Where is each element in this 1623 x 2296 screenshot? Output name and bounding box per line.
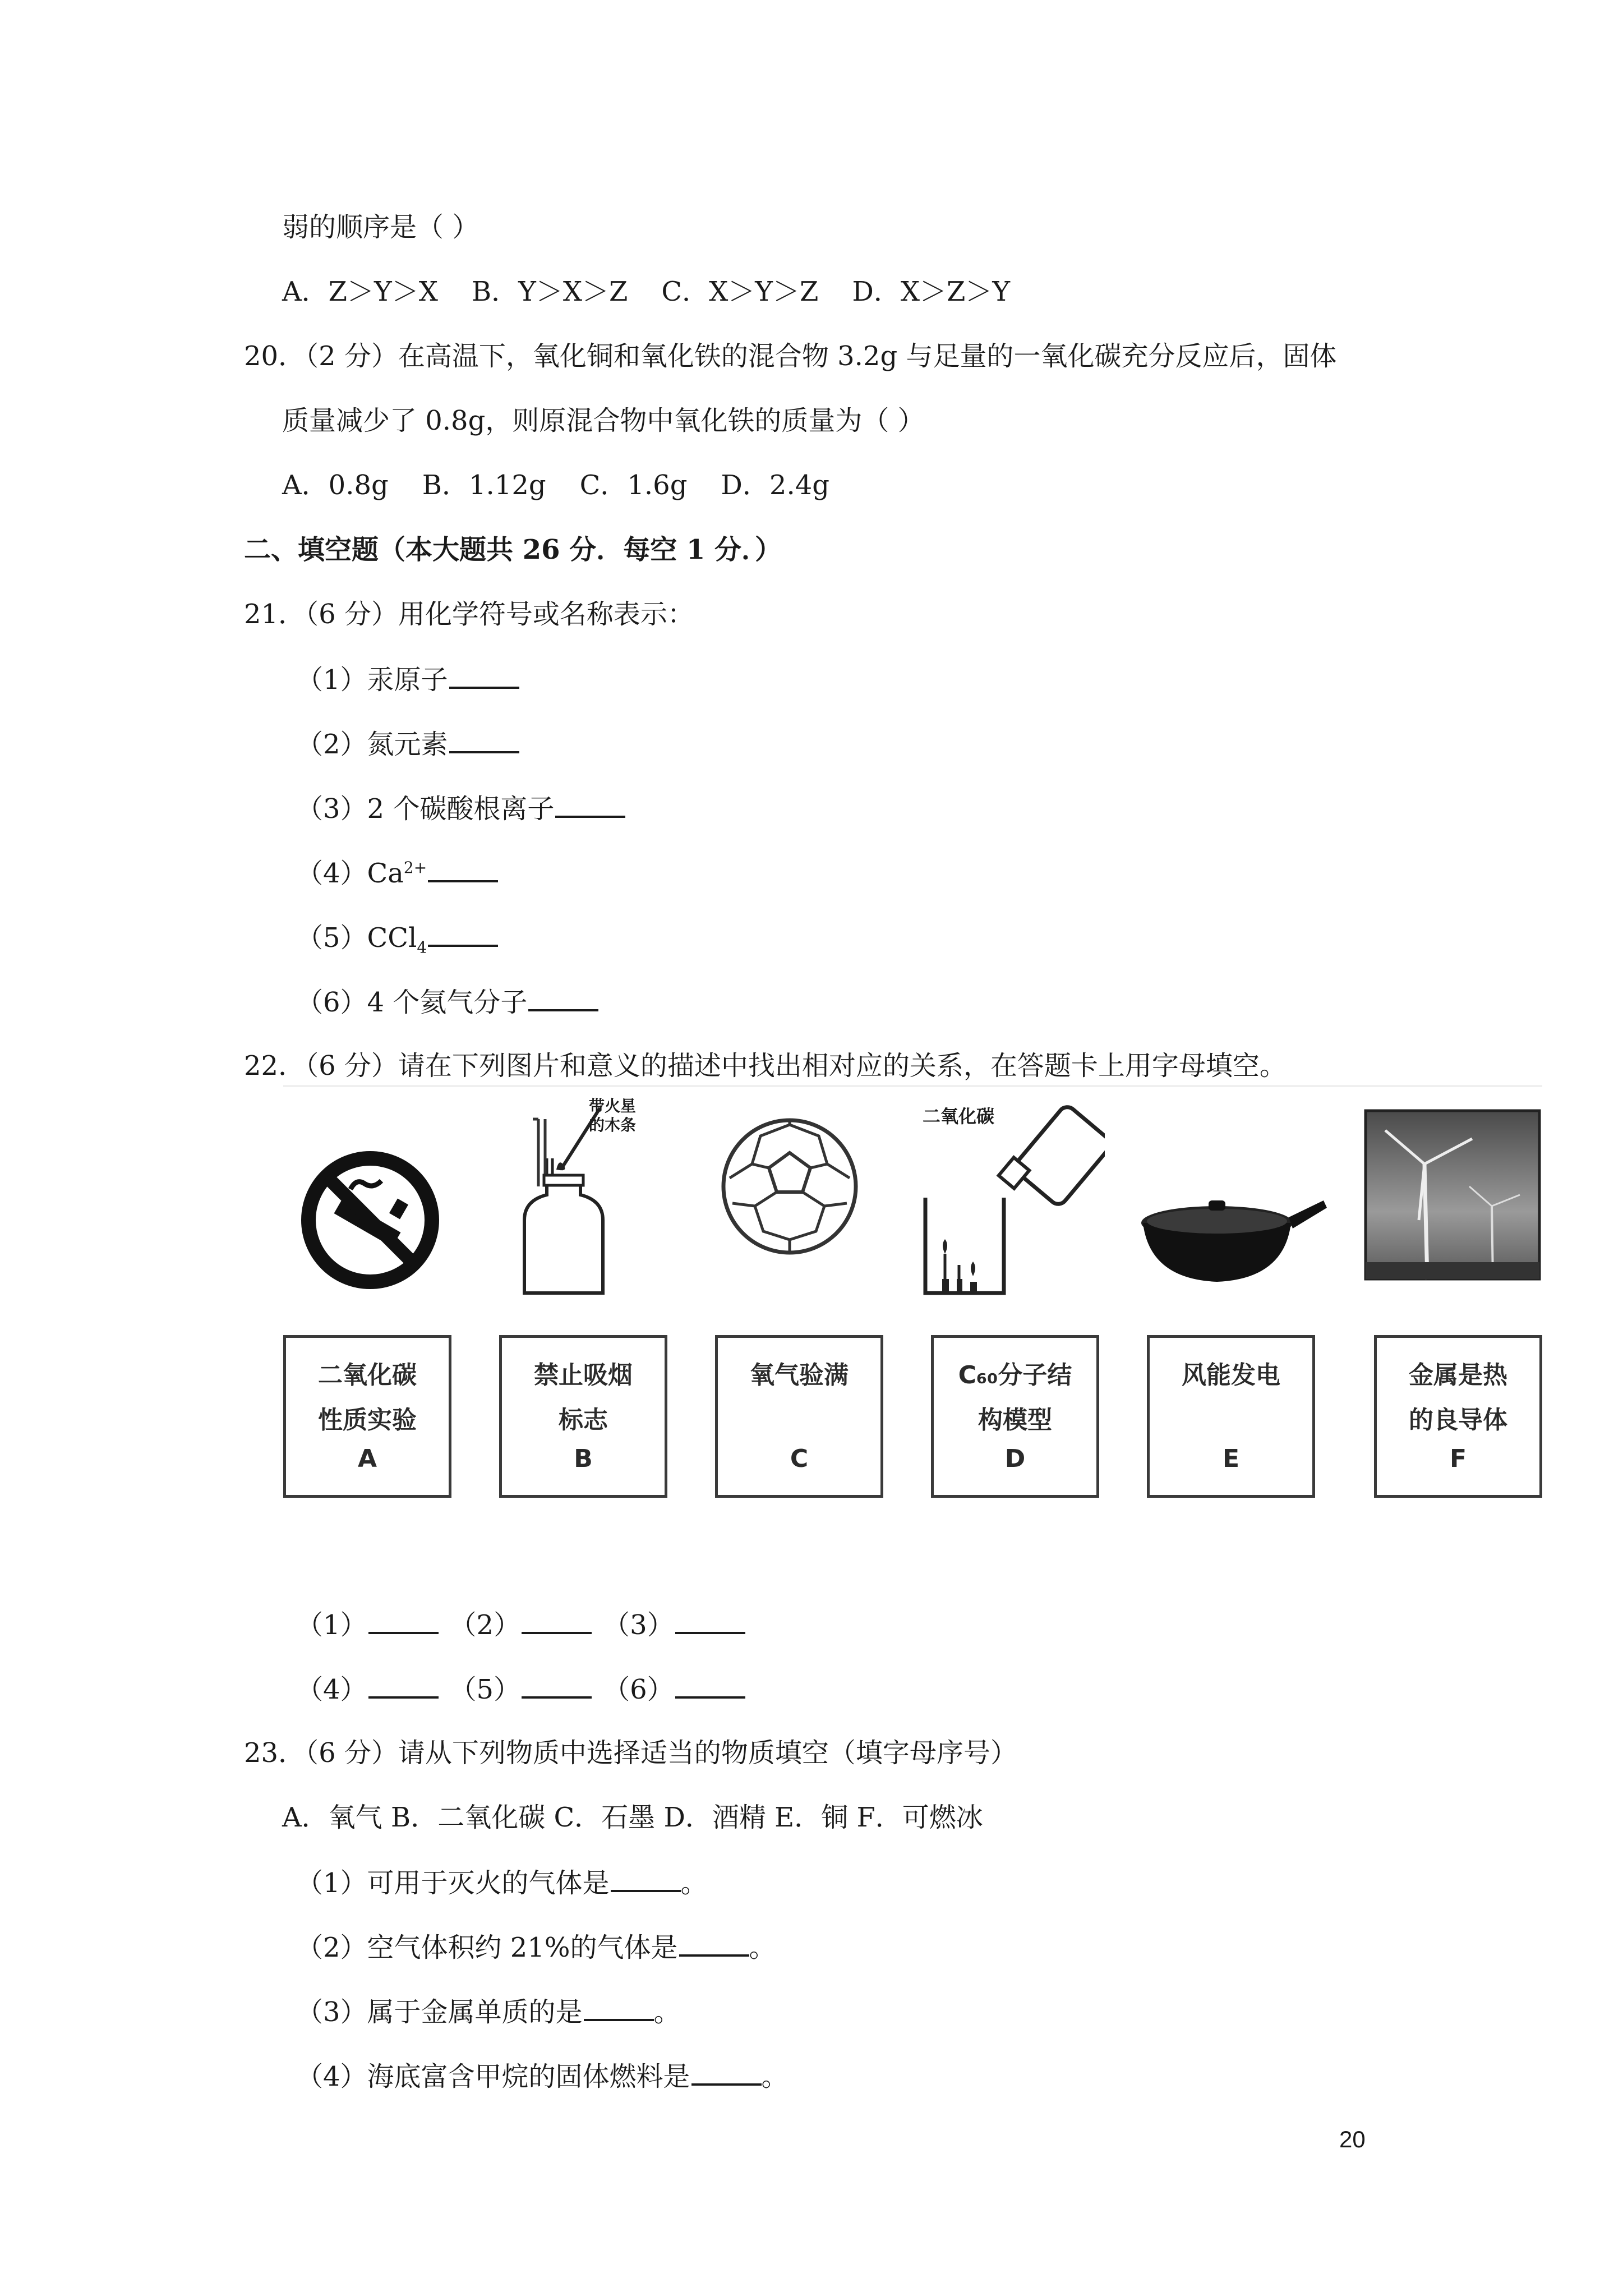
c60-model-image [707, 1085, 875, 1310]
answer-blank[interactable] [428, 855, 498, 882]
co2-label: 二氧化碳 [923, 1106, 995, 1127]
q21-item-5: （5）CCl$_4$ [296, 920, 498, 955]
q20-stem-2: 质量减少了 0.8g，则原混合物中氧化铁的质量为（ ） [282, 405, 925, 436]
q21-item-1: （1）汞原子 [296, 662, 519, 697]
answer-blank[interactable] [691, 2059, 762, 2086]
splint-label: 带火星 的木条 [589, 1097, 637, 1134]
no-smoking-sign-image [283, 1085, 451, 1310]
q20-stem-1: 20．（2 分）在高温下，氧化铜和氧化铁的混合物 3.2g 与足量的一氧化碳充分反应后，固体 [244, 341, 1337, 372]
section-2-heading: 二、填空题（本大题共 26 分．每空 1 分．） [244, 534, 782, 565]
q23-stem: 23．（6 分）请从下列物质中选择适当的物质填空（填字母序号） [244, 1737, 1017, 1769]
answer-blank[interactable] [522, 1672, 592, 1699]
figure-box-a: 二氧化碳 性质实验 A [283, 1335, 451, 1498]
figure-box-c: 氧气验满 C [715, 1335, 883, 1498]
answer-blank[interactable] [679, 1930, 749, 1957]
answer-blank[interactable] [584, 1994, 654, 2021]
q19-tail: 弱的顺序是（ ） [282, 211, 479, 243]
q19-option-c[interactable]: C．X＞Y＞Z [661, 276, 819, 307]
answer-blank[interactable] [675, 1607, 745, 1634]
q22-answers-row-1: （1） （2） （3） [296, 1607, 745, 1642]
answer-blank[interactable] [368, 1607, 439, 1634]
answer-blank[interactable] [555, 791, 625, 818]
page-number: 20 [1339, 2126, 1366, 2152]
q20-option-c[interactable]: C．1.6g [579, 470, 688, 501]
q20-option-a[interactable]: A．0.8g [282, 470, 389, 501]
q23-options: A．氧气 B．二氧化碳 C．石墨 D．酒精 E．铜 F．可燃冰 [282, 1802, 983, 1833]
q21-stem: 21．（6 分）用化学符号或名称表示： [244, 599, 694, 630]
q21-item-6: （6）4 个氦气分子 [296, 984, 598, 1019]
q20-option-b[interactable]: B．1.12g [422, 470, 546, 501]
answer-blank[interactable] [449, 662, 519, 689]
q21-item-4: $(4)Ca^{2+}$ [296, 855, 498, 890]
q19-option-b[interactable]: B．Y＞X＞Z [471, 276, 628, 307]
answer-blank[interactable] [675, 1672, 745, 1699]
q22-stem: 22．（6 分）请在下列图片和意义的描述中找出相对应的关系，在答题卡上用字母填空。 [244, 1050, 1287, 1082]
answer-blank[interactable] [522, 1607, 592, 1634]
wind-turbine-photo [1363, 1085, 1542, 1310]
q21-item-3: （3）2 个碳酸根离子 [296, 791, 625, 826]
q23-item-1: （1）可用于灭火的气体是 。 [296, 1865, 708, 1900]
answer-blank[interactable] [449, 726, 519, 753]
co2-pouring-image [920, 1085, 1105, 1310]
figure-box-e: 风能发电 E [1147, 1335, 1315, 1498]
q23-item-2: （2）空气体积约 21%的气体是 。 [296, 1930, 776, 1964]
q23-item-3: （3）属于金属单质的是 。 [296, 1994, 681, 2029]
answer-blank[interactable] [428, 920, 498, 947]
answer-blank[interactable] [528, 984, 598, 1011]
q23-item-4: （4）海底富含甲烷的固体燃料是 。 [296, 2059, 789, 2093]
figure-box-b: 禁止吸烟 标志 B [499, 1335, 667, 1498]
q21-item-2: （2）氮元素 [296, 726, 519, 761]
q20-options [282, 468, 863, 502]
figure-box-d: C₆₀分子结 构模型 D [931, 1335, 1099, 1498]
answer-blank[interactable] [368, 1672, 439, 1699]
q22-answers-row-2: （4） （5） （6） [296, 1672, 745, 1706]
q19-option-a[interactable]: A．Z＞Y＞X [282, 276, 438, 307]
answer-blank[interactable] [611, 1865, 681, 1892]
wok-image [1138, 1085, 1329, 1310]
q19-option-d[interactable]: D．X＞Z＞Y [852, 276, 1011, 307]
oxygen-bottle-splint-image [494, 1085, 662, 1310]
q20-option-d[interactable]: D．2.4g [721, 470, 829, 501]
figure-box-f: 金属是热 的良导体 F [1374, 1335, 1542, 1498]
q19-options [282, 275, 1044, 309]
q22-figure [283, 1085, 1542, 1512]
